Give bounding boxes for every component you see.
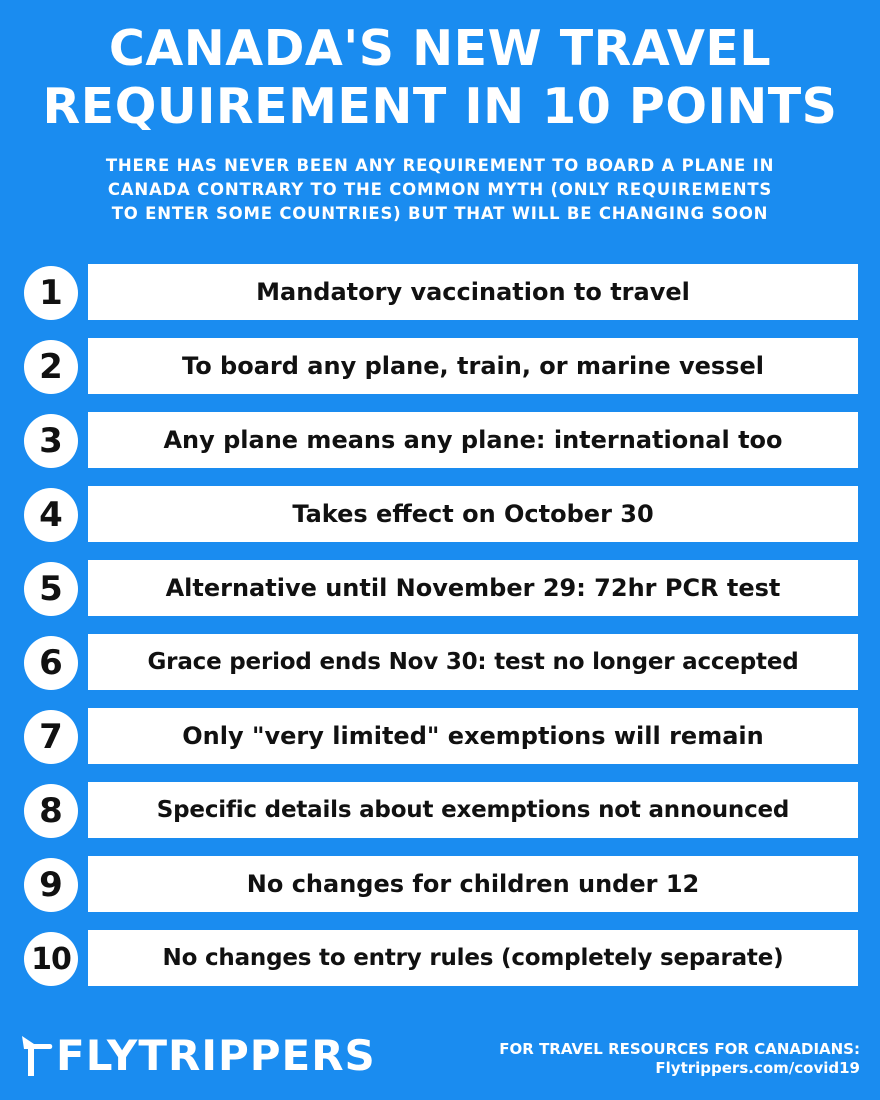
point-item-5 bbox=[0, 558, 880, 618]
point-text-10: No changes to entry rules (completely separate) bbox=[88, 930, 858, 986]
point-number-7: 7 bbox=[24, 710, 78, 764]
title-line-1: CANADA'S NEW TRAVEL bbox=[108, 20, 772, 77]
point-item-1 bbox=[0, 262, 880, 322]
point-number-8: 8 bbox=[24, 784, 78, 838]
point-number-6: 6 bbox=[24, 636, 78, 690]
point-text-1: Mandatory vaccination to travel bbox=[88, 264, 858, 320]
point-text-9: No changes for children under 12 bbox=[88, 856, 858, 912]
flytrippers-logo bbox=[20, 1028, 376, 1084]
point-item-8 bbox=[0, 780, 880, 840]
resources-label: FOR TRAVEL RESOURCES FOR CANADIANS: bbox=[499, 1040, 860, 1058]
point-item-4 bbox=[0, 484, 880, 544]
point-text-3: Any plane means any plane: international too bbox=[88, 412, 858, 468]
page-title bbox=[0, 20, 880, 136]
point-number-10: 10 bbox=[24, 932, 78, 986]
subtitle-line-3: TO ENTER SOME COUNTRIES) BUT THAT WILL BE CHANGING SOON bbox=[111, 204, 769, 223]
point-text-6: Grace period ends Nov 30: test no longer accepted bbox=[88, 634, 858, 690]
footer-resources bbox=[499, 1040, 860, 1078]
point-item-2 bbox=[0, 336, 880, 396]
resources-link[interactable]: Flytrippers.com/covid19 bbox=[655, 1059, 860, 1077]
point-text-4: Takes effect on October 30 bbox=[88, 486, 858, 542]
point-number-1: 1 bbox=[24, 266, 78, 320]
point-number-3: 3 bbox=[24, 414, 78, 468]
point-text-2: To board any plane, train, or marine vessel bbox=[88, 338, 858, 394]
point-item-9 bbox=[0, 854, 880, 914]
point-item-7 bbox=[0, 706, 880, 766]
point-text-8: Specific details about exemptions not announced bbox=[88, 782, 858, 838]
point-item-10 bbox=[0, 928, 880, 988]
point-text-5: Alternative until November 29: 72hr PCR test bbox=[88, 560, 858, 616]
point-number-9: 9 bbox=[24, 858, 78, 912]
subtitle bbox=[20, 154, 860, 226]
point-number-4: 4 bbox=[24, 488, 78, 542]
point-number-2: 2 bbox=[24, 340, 78, 394]
point-text-7: Only "very limited" exemptions will remain bbox=[88, 708, 858, 764]
title-line-2: REQUIREMENT IN 10 POINTS bbox=[42, 78, 838, 135]
point-number-5: 5 bbox=[24, 562, 78, 616]
point-item-6 bbox=[0, 632, 880, 692]
plane-icon bbox=[20, 1034, 54, 1078]
points-list bbox=[0, 262, 880, 992]
subtitle-line-2: CANADA CONTRARY TO THE COMMON MYTH (ONLY REQUIREMENTS bbox=[107, 180, 773, 199]
point-item-3 bbox=[0, 410, 880, 470]
subtitle-line-1: THERE HAS NEVER BEEN ANY REQUIREMENT TO BOARD A PLANE IN bbox=[105, 156, 775, 175]
logo-text: FLYTRIPPERS bbox=[56, 1031, 376, 1080]
